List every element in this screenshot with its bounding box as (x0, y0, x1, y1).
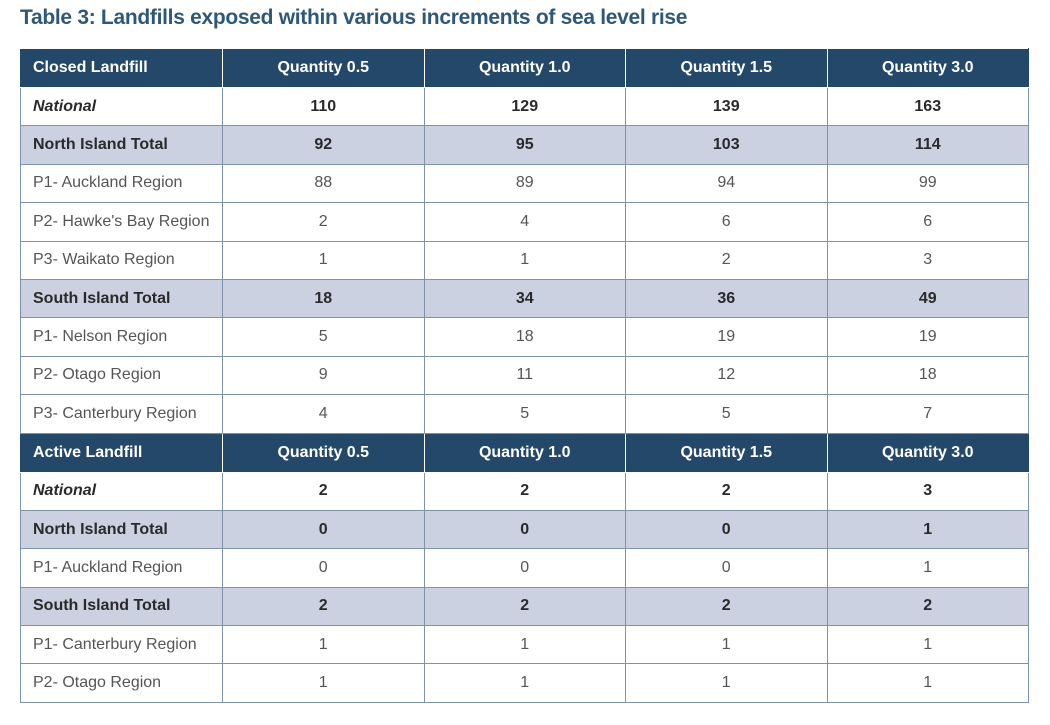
table-cell: 2 (223, 587, 425, 625)
table-cell: 2 (626, 241, 828, 279)
table-cell: 4 (424, 203, 626, 241)
table-row (21, 472, 1029, 510)
column-header: Quantity 3.0 (827, 433, 1029, 472)
table-row (21, 126, 1029, 164)
row-label: P3- Canterbury Region (21, 395, 223, 433)
row-label: South Island Total (21, 279, 223, 317)
row-label: P1- Nelson Region (21, 318, 223, 356)
table-cell: 4 (223, 395, 425, 433)
column-header: Quantity 3.0 (827, 49, 1029, 88)
table-cell: 89 (424, 164, 626, 202)
table-row (21, 664, 1029, 702)
row-label: P2- Hawke's Bay Region (21, 203, 223, 241)
table-cell: 2 (424, 587, 626, 625)
table-cell: 129 (424, 88, 626, 126)
table-row (21, 510, 1029, 548)
column-header: Quantity 1.0 (424, 433, 626, 472)
table-row (21, 587, 1029, 625)
table-body (21, 49, 1029, 703)
table-cell: 34 (424, 279, 626, 317)
table-cell: 18 (424, 318, 626, 356)
table-title: Table 3: Landfills exposed within various increments of sea level rise (20, 6, 688, 29)
table-cell: 1 (223, 664, 425, 702)
table-cell: 0 (424, 549, 626, 587)
table-cell: 95 (424, 126, 626, 164)
table-cell: 99 (827, 164, 1029, 202)
table-cell: 1 (424, 241, 626, 279)
table-header-row (21, 49, 1029, 88)
table-cell: 49 (827, 279, 1029, 317)
table-cell: 2 (424, 472, 626, 510)
table-cell: 0 (223, 549, 425, 587)
row-label: National (21, 472, 223, 510)
table-row (21, 203, 1029, 241)
table-row (21, 241, 1029, 279)
table-cell: 1 (626, 626, 828, 664)
table-cell: 1 (223, 241, 425, 279)
table-cell: 6 (626, 203, 828, 241)
table-cell: 1 (626, 664, 828, 702)
row-label: P3- Waikato Region (21, 241, 223, 279)
column-header: Quantity 0.5 (223, 433, 425, 472)
row-label: South Island Total (21, 587, 223, 625)
section-header-label: Active Landfill (21, 433, 223, 472)
table-cell: 88 (223, 164, 425, 202)
table-header-row (21, 433, 1029, 472)
table-cell: 1 (827, 626, 1029, 664)
section-header-label: Closed Landfill (21, 49, 223, 88)
row-label: P1- Canterbury Region (21, 626, 223, 664)
table-cell: 0 (626, 549, 828, 587)
table-cell: 19 (626, 318, 828, 356)
table-row (21, 549, 1029, 587)
table-cell: 5 (223, 318, 425, 356)
table-row (21, 356, 1029, 394)
row-label: P2- Otago Region (21, 664, 223, 702)
table-cell: 3 (827, 241, 1029, 279)
table-cell: 2 (626, 472, 828, 510)
table-cell: 6 (827, 203, 1029, 241)
table-cell: 1 (424, 626, 626, 664)
table-cell: 36 (626, 279, 828, 317)
table-cell: 1 (827, 510, 1029, 548)
table-row (21, 626, 1029, 664)
table-row (21, 164, 1029, 202)
table-cell: 0 (626, 510, 828, 548)
table-cell: 1 (827, 549, 1029, 587)
table-row (21, 88, 1029, 126)
table-cell: 9 (223, 356, 425, 394)
table-cell: 103 (626, 126, 828, 164)
table-cell: 0 (424, 510, 626, 548)
table-cell: 0 (223, 510, 425, 548)
table-cell: 7 (827, 395, 1029, 433)
table-cell: 1 (223, 626, 425, 664)
table-cell: 11 (424, 356, 626, 394)
row-label: National (21, 88, 223, 126)
table-cell: 3 (827, 472, 1029, 510)
table-cell: 110 (223, 88, 425, 126)
column-header: Quantity 1.0 (424, 49, 626, 88)
table-cell: 94 (626, 164, 828, 202)
table-cell: 1 (424, 664, 626, 702)
table-cell: 5 (626, 395, 828, 433)
table-cell: 2 (223, 472, 425, 510)
table-cell: 114 (827, 126, 1029, 164)
table-cell: 2 (626, 587, 828, 625)
table-cell: 92 (223, 126, 425, 164)
row-label: North Island Total (21, 126, 223, 164)
table-cell: 18 (827, 356, 1029, 394)
column-header: Quantity 0.5 (223, 49, 425, 88)
table-cell: 5 (424, 395, 626, 433)
row-label: P1- Auckland Region (21, 549, 223, 587)
table-cell: 2 (223, 203, 425, 241)
table-cell: 1 (827, 664, 1029, 702)
table-cell: 12 (626, 356, 828, 394)
landfill-table (20, 48, 1029, 703)
column-header: Quantity 1.5 (626, 49, 828, 88)
table-cell: 19 (827, 318, 1029, 356)
table-cell: 18 (223, 279, 425, 317)
row-label: P2- Otago Region (21, 356, 223, 394)
table-row (21, 318, 1029, 356)
table-row (21, 279, 1029, 317)
row-label: P1- Auckland Region (21, 164, 223, 202)
table-row (21, 395, 1029, 433)
table-cell: 139 (626, 88, 828, 126)
table-cell: 2 (827, 587, 1029, 625)
table-cell: 163 (827, 88, 1029, 126)
column-header: Quantity 1.5 (626, 433, 828, 472)
row-label: North Island Total (21, 510, 223, 548)
